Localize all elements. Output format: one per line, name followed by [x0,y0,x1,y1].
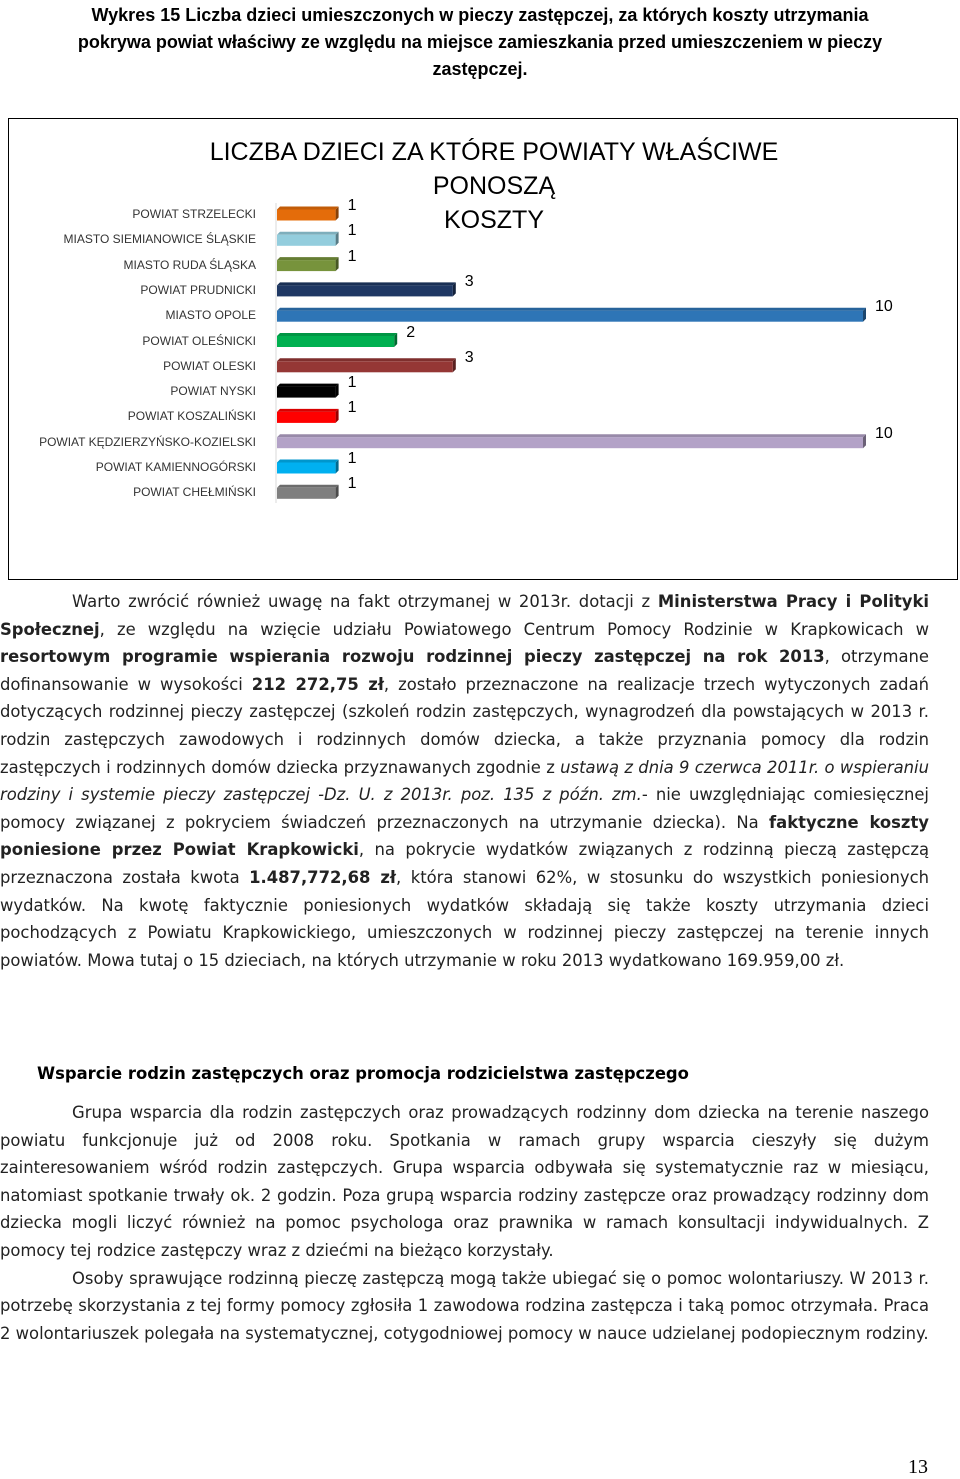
paragraph-dotacja [0,588,929,974]
paragraph-run: 212 272,75 zł [251,674,384,694]
bar-chart [8,118,958,580]
paragraph-run: , otrzymane dofinansowanie w wysokości [0,647,929,694]
bar [277,210,336,221]
data-label: 3 [464,272,474,290]
paragraph-run: , zostało przeznaczone na realizacje trzech wytyczonych zadań dotyczących rodzinnej pieczy zastępczej (szkoleń rodzin zastępczych, wynagrodzeń dla powstających w 2013 r. rodzin zastępczych zawodowych i rodzinnych domów dziecka, a także przyznania pomocy dla rodzin zastępczych i rodzinnych domów dziecka przyznawanych zgodnie z [0,674,930,777]
category-label: POWIAT STRZELECKI [132,207,256,221]
paragraph-run: , ze względu na wzięcie udziału Powiatowego Centrum Pomocy Rodzinie w Krapkowicach w [99,619,929,639]
paragraph-run: Ministerstwa Pracy i Polityki Społecznej [0,592,929,639]
chart-plot [9,119,957,579]
bar [277,387,336,398]
category-label: POWIAT NYSKI [170,384,256,399]
paragraph-run: 1.487,772,68 zł [249,867,397,887]
paragraph-run: , która stanowi 62%, w stosunku do wszystkich poniesionych wydatków. Na kwotę faktycznie poniesionych wydatków składają się także koszty utrzymania dzieci pochodzących z Powiatu Krapkowickiego, umieszczonych w rodzinnej pieczy zastępczej na terenie innych powiatów. Mowa tutaj o 15 dzieciach, na których utrzymanie w roku 2013 wydatkowano 169.959,00 zł. [0,867,929,970]
category-label: POWIAT CHEŁMIŃSKI [133,485,256,500]
paragraph-run: Warto zwrócić również uwagę na fakt otrzymanej w 2013r. dotacji z [72,592,658,611]
bar [277,412,336,423]
caption-line-2: pokrywa powiat właściwy ze względu na miejsce zamieszkania przed umieszczeniem w pieczy [77,32,883,52]
category-label: MIASTO SIEMIANOWICE ŚLĄSKIE [63,232,256,247]
data-label: 1 [347,399,357,417]
bar [277,311,863,322]
bar-top [277,232,339,235]
bar [277,235,336,246]
bar-top [277,485,339,488]
figure-caption [20,2,940,83]
paragraph-grupa-wsparcia: Grupa wsparcia dla rodzin zastępczych oraz prowadzących rodzinny dom dziecka na terenie naszego powiatu funkcjonuje już od 2008 roku. Spotkania w ramach grupy wsparcia cieszyły się dużym zainteresowaniem wśród rodzin zastępczych. Grupa wsparcia odbywała się systematycznie raz w miesiącu, natomiast spotkanie trwały ok. 2 godzin. Poza grupą wsparcia rodziny zastępcze oraz prowadzący rodzinny dom dziecka mogli liczyć również na pomoc psychologa oraz prawnika w ramach konsultacji indywidualnych. Z pomocy tej rodzice zastępczy wraz z dziećmi na bieżąco korzystały. [0,1103,929,1260]
bar-top [277,282,456,285]
paragraph-run: - nie uwzględniając comiesięcznej pomocy związanej z pokryciem świadczeń przeznaczonych na utrzymanie dziecka). Na [0,785,929,832]
body-paragraph-2 [0,1099,929,1347]
chart-title-line-1: LICZBA DZIECI ZA KTÓRE POWIATY WŁAŚCIWE PONOSZĄ [209,138,779,200]
caption-line-3: zastępczej. [432,59,528,79]
data-label: 10 [875,424,893,442]
bar [277,336,394,347]
category-label: POWIAT OLESKI [163,358,256,373]
page-number: 13 [908,1456,928,1478]
data-label: 1 [347,197,357,214]
bar-top [277,460,339,463]
bar-top [277,333,397,336]
paragraph-run: ustawą z dnia 9 czerwca 2011r. o wspieraniu rodziny i systemie pieczy zastępczej -Dz. U. z 2013r. poz. 135 z późn. zm. [0,757,929,805]
paragraph-run: , na pokrycie wydatków związanych z rodzinną pieczą zastępczą przeznaczona została kwota [0,840,929,887]
bar-top [277,384,339,387]
bar [277,437,863,448]
caption-line-1: Wykres 15 Liczba dzieci umieszczonych w pieczy zastępczej, za których koszty utrzymania [91,5,869,25]
body-paragraph-1 [0,588,929,974]
data-label: 1 [347,247,357,265]
bar [277,488,336,499]
category-label: POWIAT KOSZALIŃSKI [127,409,256,424]
bar-top [277,257,339,260]
data-label: 1 [347,222,357,240]
category-label: POWIAT OLEŚNICKI [142,333,256,348]
category-label: MIASTO OPOLE [165,308,256,323]
bar-top [277,409,339,412]
category-label: MIASTO RUDA ŚLĄSKA [123,257,256,272]
bar [277,285,453,296]
section-heading: Wsparcie rodzin zastępczych oraz promocja rodzicielstwa zastępczego [37,1064,689,1083]
bar [277,260,336,271]
paragraph-run: faktyczne koszty poniesione przez Powiat Krapkowicki [0,812,929,860]
data-label: 3 [464,348,474,366]
bar-top [277,207,339,210]
chart-title-line-2: KOSZTY [443,206,544,234]
category-label: POWIAT KAMIENNOGÓRSKI [95,460,256,474]
category-label: POWIAT PRUDNICKI [140,282,256,297]
data-label: 1 [347,450,357,467]
bar-top [277,434,866,437]
bar-top [277,358,456,361]
bar [277,361,453,372]
data-label: 2 [406,323,416,341]
data-label: 10 [875,298,893,316]
bar [277,463,336,474]
data-label: 1 [347,475,357,493]
category-label: POWIAT KĘDZIERZYŃSKO-KOZIELSKI [39,434,256,449]
data-label: 1 [347,374,357,392]
bar-top [277,308,866,311]
paragraph-run: resortowym programie wspierania rozwoju rodzinnej pieczy zastępczej na rok 2013 [0,647,825,667]
paragraph-wolontariusze: Osoby sprawujące rodzinną pieczę zastępczą mogą także ubiegać się o pomoc wolontariuszy. W 2013 r. potrzebę skorzystania z tej formy pomocy zgłosiła 1 zawodowa rodzina zastępcza i taką pomoc otrzymała. Praca 2 wolontariuszek polegała na systematycznej, cotygodniowej pomocy w nauce udzielanej podopiecznym rodziny. [0,1268,929,1343]
